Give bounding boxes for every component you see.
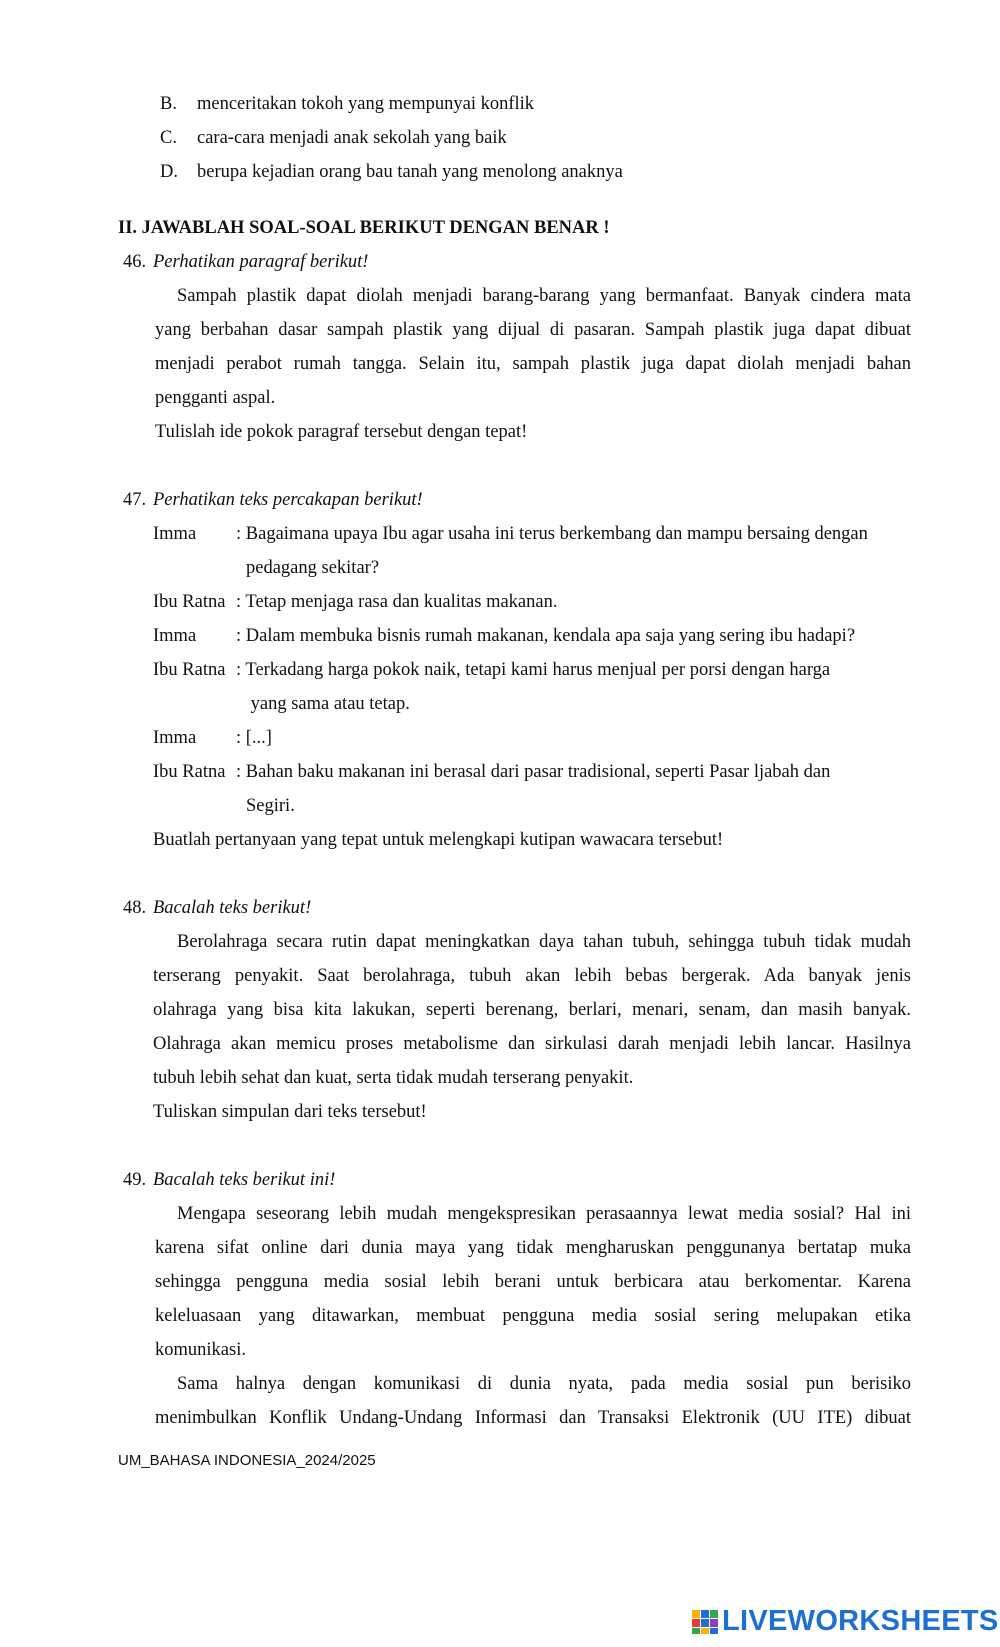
liveworksheets-logo[interactable] — [692, 1604, 999, 1638]
q49-number: 49. — [123, 1170, 147, 1190]
dialogue-line: Ibu Ratna : Tetap menjaga rasa dan kualitas makanan. — [153, 592, 558, 612]
q49-paragraph-line: Mengapa seseorang lebih mudah mengekspresikan perasaannya lewat media sosial? Hal ini — [177, 1204, 911, 1224]
q48-prompt: Bacalah teks berikut! — [153, 898, 312, 918]
q47-number: 47. — [123, 490, 147, 510]
dialogue-line: Ibu Ratna : Bahan baku makanan ini berasal dari pasar tradisional, seperti Pasar ljabah dan — [153, 762, 831, 782]
speaker: Ibu Ratna — [153, 762, 226, 782]
q49-paragraph-line: komunikasi. — [155, 1340, 246, 1360]
q49-paragraph-line: Sama halnya dengan komunikasi di dunia nyata, pada media sosial pun berisiko — [177, 1374, 911, 1394]
q46-number: 46. — [123, 252, 147, 272]
q46-paragraph-line: menjadi perabot rumah tangga. Selain itu, sampah plastik juga dapat diolah menjadi bahan — [155, 354, 911, 374]
q46-paragraph-line: Sampah plastik dapat diolah menjadi barang-barang yang bermanfaat. Banyak cindera mata — [177, 286, 911, 306]
q49-prompt: Bacalah teks berikut ini! — [153, 1170, 336, 1190]
dialogue-continuation: pedagang sekitar? — [246, 558, 380, 578]
speaker: Imma — [153, 626, 197, 646]
q46-instruction: Tulislah ide pokok paragraf tersebut dengan tepat! — [155, 422, 528, 442]
q47-instruction: Buatlah pertanyaan yang tepat untuk melengkapi kutipan wawacara tersebut! — [153, 830, 724, 850]
speaker: Imma — [153, 524, 197, 544]
option-b: B. — [160, 94, 177, 114]
option-d: D. — [160, 162, 178, 182]
option-b-text: menceritakan tokoh yang mempunyai konflik — [197, 94, 535, 114]
q48-paragraph-line: terserang penyakit. Saat berolahraga, tubuh akan lebih bebas bergerak. Ada banyak jenis — [153, 966, 911, 986]
option-d-text: berupa kejadian orang bau tanah yang menolong anaknya — [197, 162, 623, 182]
q48-paragraph-line: olahraga yang bisa kita lakukan, seperti berenang, berlari, menari, senam, dan masih banyak. — [153, 1000, 911, 1020]
q49-paragraph-line: karena sifat online dari dunia maya yang tidak mengharuskan penggunanya bertatap muka — [155, 1238, 911, 1258]
dialogue-continuation: Segiri. — [246, 796, 295, 816]
q46-prompt: Perhatikan paragraf berikut! — [153, 252, 369, 272]
section-heading: II. JAWABLAH SOAL-SOAL BERIKUT DENGAN BENAR ! — [118, 218, 610, 238]
q48-number: 48. — [123, 898, 147, 918]
q49-paragraph-line: sehingga pengguna media sosial lebih berani untuk berbicara atau berkomentar. Karena — [155, 1272, 911, 1292]
option-c-text: cara-cara menjadi anak sekolah yang baik — [197, 128, 507, 148]
logo-grid-icon — [692, 1610, 718, 1634]
q46-paragraph-line: yang berbahan dasar sampah plastik yang dijual di pasaran. Sampah plastik juga dapat dibuat — [155, 320, 911, 340]
q46-paragraph-line: pengganti aspal. — [155, 388, 276, 408]
q47-prompt: Perhatikan teks percakapan berikut! — [153, 490, 423, 510]
q48-paragraph-line: Olahraga akan memicu proses metabolisme dan sirkulasi darah menjadi lebih lancar. Hasilnya — [153, 1034, 911, 1054]
q48-instruction: Tuliskan simpulan dari teks tersebut! — [153, 1102, 427, 1122]
dialogue-line: Imma : Dalam membuka bisnis rumah makanan, kendala apa saja yang sering ibu hadapi? — [153, 626, 856, 646]
option-c: C. — [160, 128, 177, 148]
q48-paragraph-line: Berolahraga secara rutin dapat meningkatkan daya tahan tubuh, sehingga tubuh tidak mudah — [177, 932, 911, 952]
speaker: Ibu Ratna — [153, 592, 226, 612]
speaker: Imma — [153, 728, 197, 748]
q49-paragraph-line: keleluasaan yang ditawarkan, membuat pengguna media sosial sering melupakan etika — [155, 1306, 911, 1326]
page-footer: UM_BAHASA INDONESIA_2024/2025 — [118, 1452, 376, 1469]
q49-paragraph-line: menimbulkan Konflik Undang-Undang Informasi dan Transaksi Elektronik (UU ITE) dibuat — [155, 1408, 911, 1428]
dialogue-line: Imma : Bagaimana upaya Ibu agar usaha ini terus berkembang dan mampu bersaing dengan — [153, 524, 868, 544]
speaker: Ibu Ratna — [153, 660, 226, 680]
dialogue-line: Imma : [...] — [153, 728, 272, 748]
logo-text: LIVEWORKSHEETS — [722, 1605, 999, 1637]
dialogue-line: Ibu Ratna : Terkadang harga pokok naik, tetapi kami harus menjual per porsi dengan harga — [153, 660, 831, 680]
q48-paragraph-line: tubuh lebih sehat dan kuat, serta tidak mudah terserang penyakit. — [153, 1068, 634, 1088]
dialogue-continuation: yang sama atau tetap. — [246, 694, 410, 714]
